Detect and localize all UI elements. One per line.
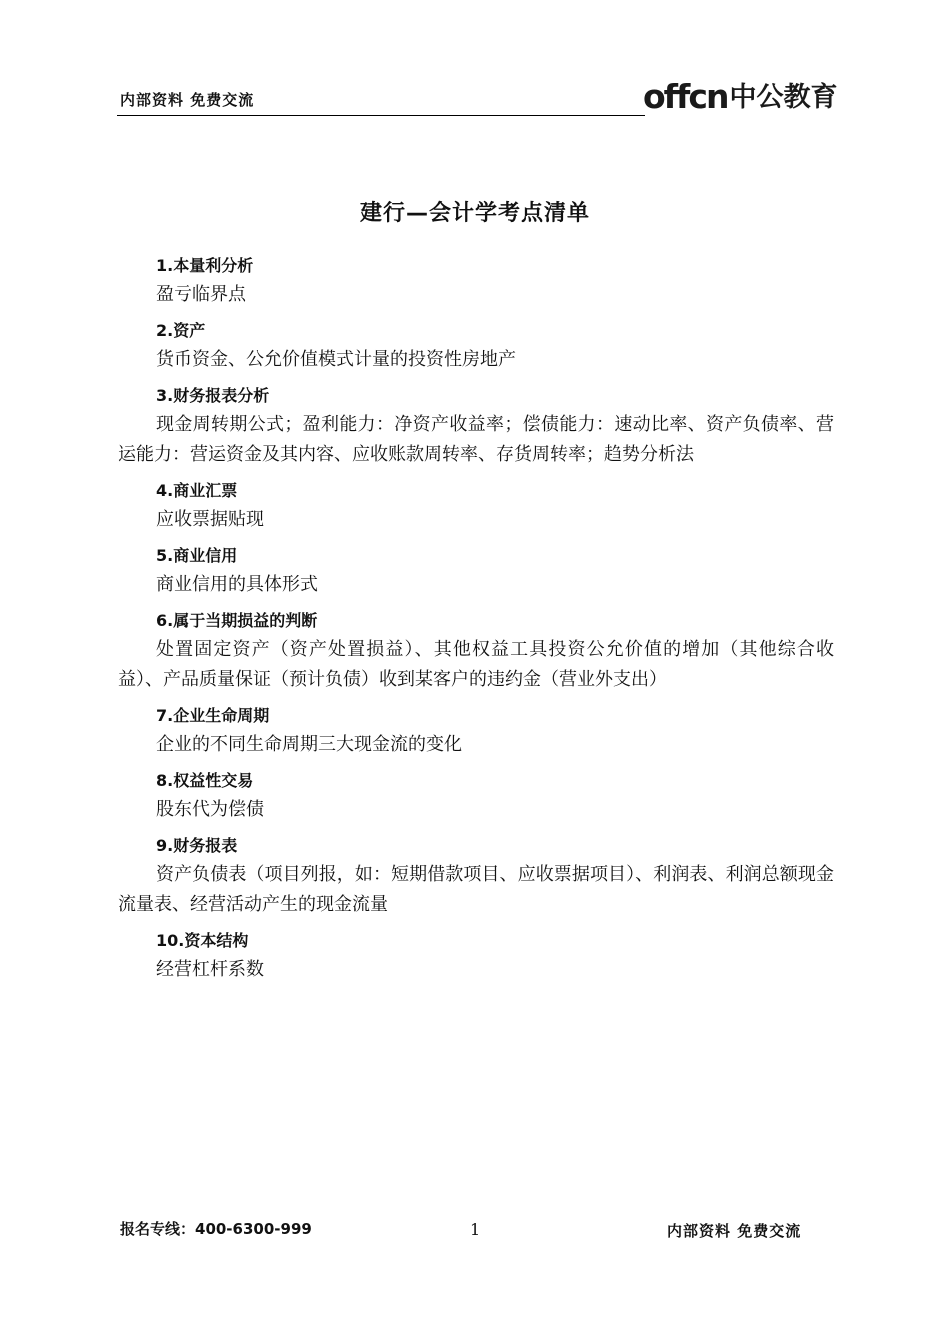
section-body: 现金周转期公式；盈利能力：净资产收益率；偿债能力：速动比率、资产负债率、营运能力：营运资金及其内容、应收账款周转率、存货周转率；趋势分析法 — [118, 414, 834, 465]
offcn-logo — [643, 72, 837, 118]
section-list — [118, 253, 834, 985]
section-heading: 1.本量利分析 — [156, 256, 254, 275]
page-number: 1 — [470, 1220, 481, 1239]
section-body: 货币资金、公允价值模式计量的投资性房地产 — [156, 349, 516, 370]
section-body: 股东代为偿债 — [156, 799, 264, 820]
logo-en-text: offcn — [643, 77, 728, 116]
section-body: 应收票据贴现 — [156, 509, 264, 530]
header-note: 内部资料 免费交流 — [120, 91, 255, 109]
section-heading: 5.商业信用 — [156, 546, 238, 565]
section-heading: 4.商业汇票 — [156, 481, 238, 500]
section-heading: 2.资产 — [156, 321, 206, 340]
section-body: 处置固定资产（资产处置损益）、其他权益工具投资公允价值的增加（其他综合收益）、产品质量保证（预计负债）收到某客户的违约金（营业外支出） — [118, 639, 834, 690]
header-divider — [117, 115, 645, 116]
logo-cn-text: 中公教育 — [729, 82, 838, 113]
section-heading: 8.权益性交易 — [156, 771, 254, 790]
section-body: 企业的不同生命周期三大现金流的变化 — [156, 734, 462, 755]
section-body: 盈亏临界点 — [156, 284, 246, 305]
section-body: 经营杠杆系数 — [156, 959, 264, 980]
footer-note: 内部资料 免费交流 — [667, 1222, 802, 1240]
section-heading: 10.资本结构 — [156, 931, 249, 950]
section-heading: 7.企业生命周期 — [156, 706, 270, 725]
section-heading: 6.属于当期损益的判断 — [156, 611, 318, 630]
signup-hotline: 报名专线：400-6300-999 — [120, 1220, 312, 1238]
section-heading: 3.财务报表分析 — [156, 386, 270, 405]
page-title: 建行—会计学考点清单 — [359, 201, 590, 226]
section-body: 资产负债表（项目列报，如：短期借款项目、应收票据项目）、利润表、利润总额现金流量表、经营活动产生的现金流量 — [118, 864, 834, 915]
section-body: 商业信用的具体形式 — [156, 574, 318, 595]
section-heading: 9.财务报表 — [156, 836, 238, 855]
